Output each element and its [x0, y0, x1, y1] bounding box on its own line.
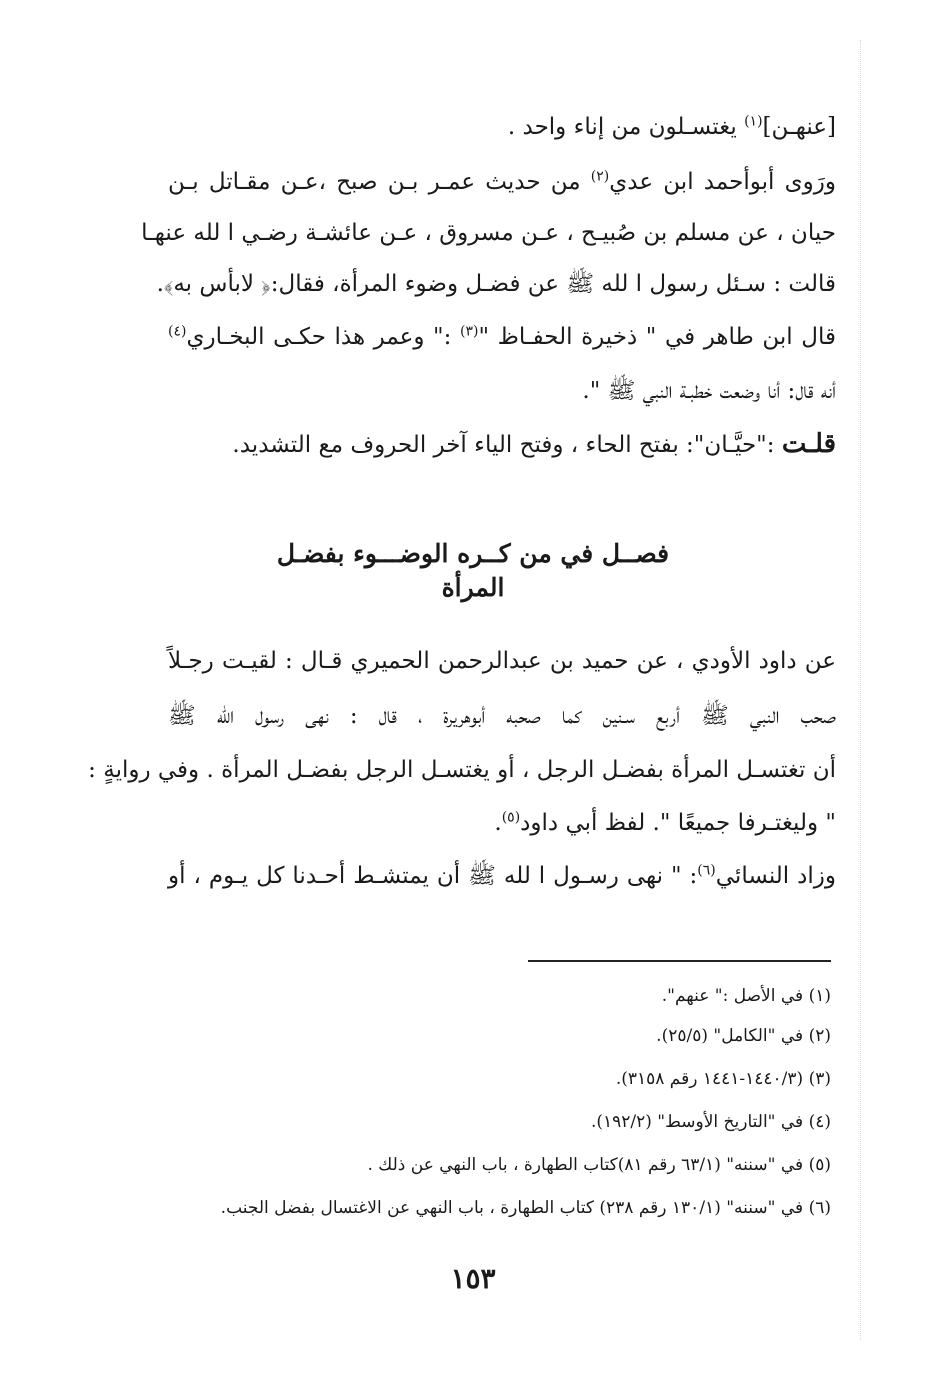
- text: قالت : سـئل رسول ا لله ﷺ عن فضـل وضوء المرأة، فقال:﴿ لابأس به﴾.: [156, 271, 836, 297]
- footnote-ref: (٥): [501, 809, 521, 826]
- footnote-ref: (٦): [697, 862, 716, 879]
- footnote-separator: [528, 960, 831, 962]
- text: من حديث عمـر بـن صبح ،عـن مقـاتل بـن: [168, 169, 591, 195]
- section-line-3: [88, 755, 836, 785]
- section-heading: فصــل في من كــره الوضـــوء بفضـل المرأة: [276, 539, 670, 602]
- footnote-6: (٦) في "سننه" (١٣٠/١ رقم ٢٣٨) كتاب الطهارة ، باب النهي عن الاغتسال بفضل الجنب.: [220, 1198, 831, 1218]
- text: صحب النبي ﷺ أربع سـنين كما صحبه أبوهريرة ، قال : نهى رسول الله ﷺ: [168, 703, 836, 729]
- text: ورَوى أبوأحمد ابن عدي: [609, 169, 836, 195]
- text: .: [494, 810, 502, 836]
- text: أنه قال: أنا وضعت خطبـة النبي ﷺ ".: [582, 378, 836, 404]
- bold-label: قلـت: [781, 429, 836, 459]
- text: " وليغتـرفا جميعًا ". لفظ أبي داود: [520, 810, 836, 836]
- body-line-2: [168, 167, 836, 197]
- section-line-5: [168, 861, 836, 891]
- section-line-4: [494, 808, 836, 838]
- text: :"حيَّـان": بفتح الحاء ، وفتح الياء آخر الحروف مع التشديد.: [232, 432, 782, 458]
- text: عن داود الأودي ، عن حميد بن عبدالرحمن الحميري قـال : لقيـت رجـلاً: [168, 648, 836, 674]
- text: حيان ، عن مسلم بن صُبيـح ، عـن مسروق ، عـن عائشـة رضـي ا لله عنهـا: [141, 220, 836, 246]
- text: قال ابن طاهر في " ذخيرة الحفـاظ ": [478, 324, 836, 350]
- body-line-5: [168, 322, 836, 352]
- section-line-1: [168, 646, 836, 676]
- footnote-4: (٤) في "التاريخ الأوسط" (١٩٢/٢).: [590, 1112, 831, 1132]
- footnote-5: (٥) في "سننه" (٦٣/١ رقم ٨١)كتاب الطهارة ، باب النهي عن ذلك .: [367, 1155, 831, 1175]
- footnote-ref: (٣): [459, 323, 479, 340]
- section-line-2: [168, 701, 836, 731]
- text: :" وعمر هذا حكـى البخـاري: [186, 324, 460, 350]
- footnote-ref: (٢): [590, 168, 610, 185]
- text: وزاد النسائي: [715, 863, 836, 889]
- body-line-1: [508, 112, 836, 142]
- body-line-4: [157, 269, 836, 299]
- page-number: ١٥٣: [450, 1262, 496, 1295]
- text: يغتسـلون من إناء واحد .: [507, 114, 745, 140]
- footnote-1: (١) في الأصل :" عنهم".: [661, 986, 831, 1006]
- footnote-2: (٢) في "الكامل" (٢٥/٥).: [656, 1026, 831, 1046]
- text: : " نهى رسـول ا لله ﷺ أن يمتشـط أحـدنا كل يـوم ، أو: [168, 863, 698, 889]
- page-edge-line: [860, 40, 861, 1340]
- footnote-ref: (١): [744, 113, 763, 130]
- body-line-6: [582, 376, 836, 406]
- text: [عنهـن]: [762, 114, 836, 140]
- footnote-3: (٣) (١٤٤٠/٣-١٤٤١ رقم ٣١٥٨).: [615, 1069, 831, 1089]
- body-line-3: [141, 218, 836, 248]
- body-line-7: [232, 429, 836, 460]
- text: أن تغتسـل المرأة بفضـل الرجل ، أو يغتسـل الرجل بفضـل المرأة . وفي روايةٍ :: [88, 757, 836, 783]
- footnote-ref: (٤): [168, 323, 187, 340]
